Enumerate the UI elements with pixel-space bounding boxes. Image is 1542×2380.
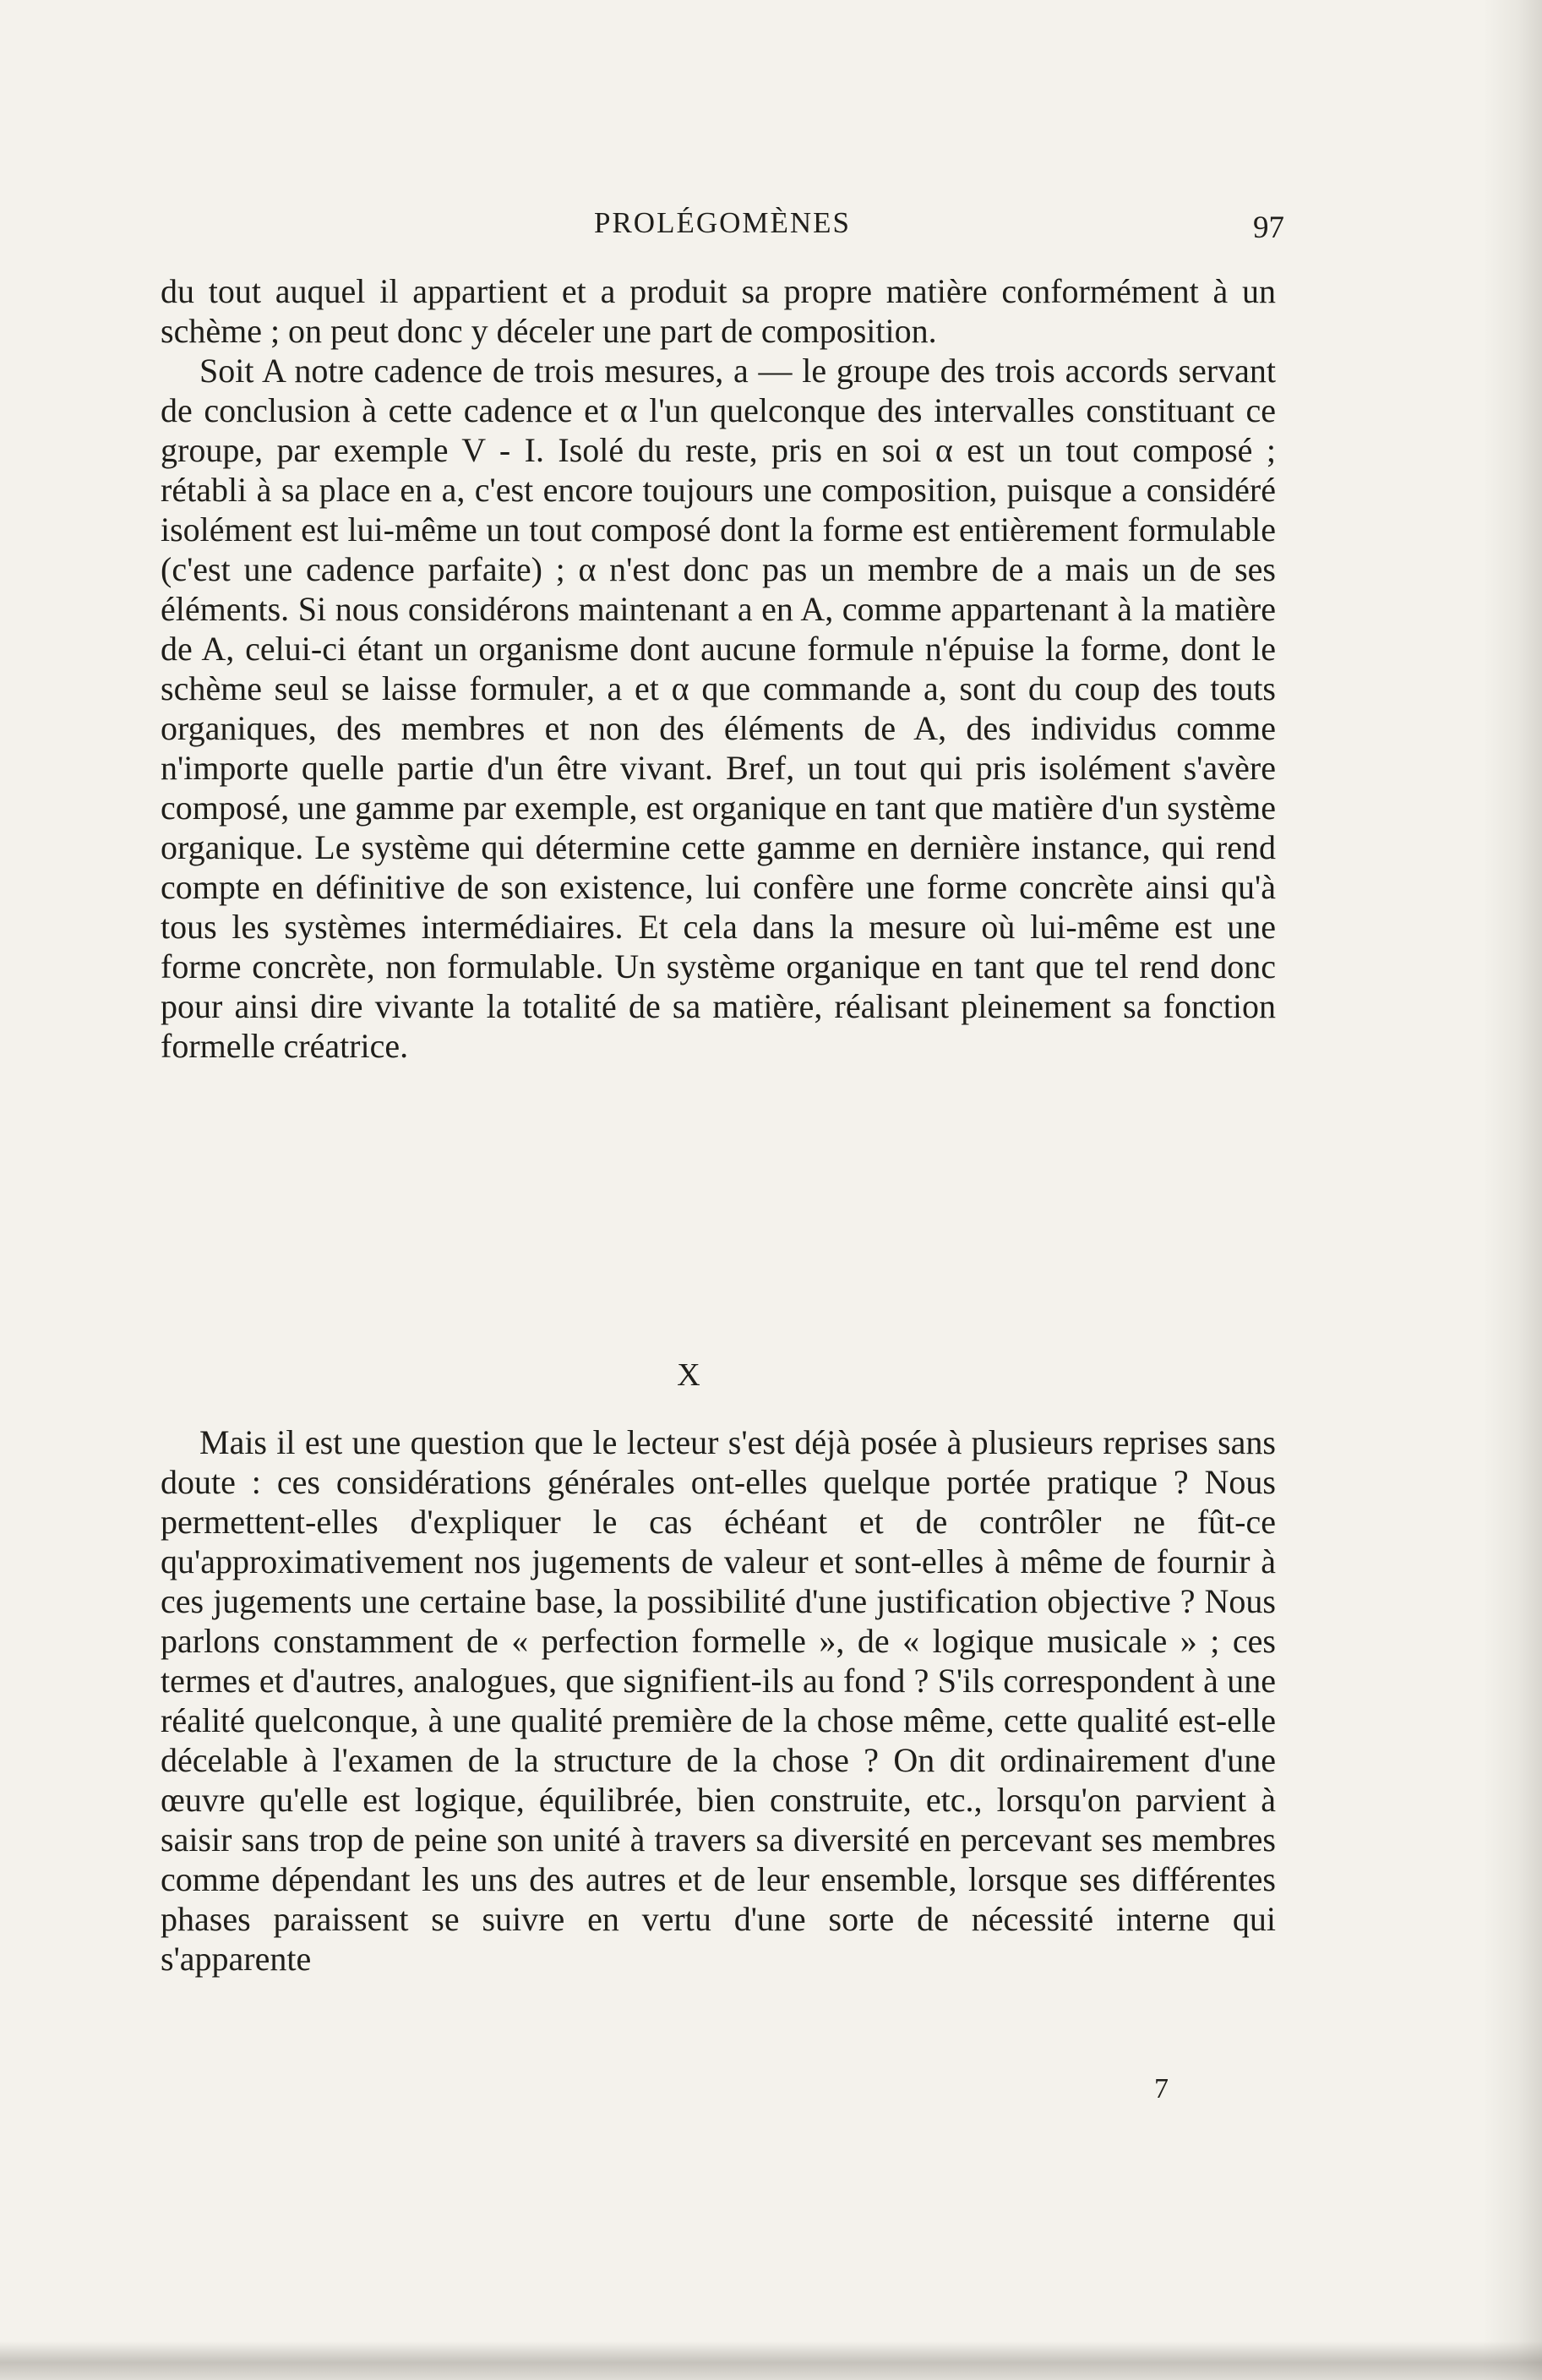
running-head: PROLÉGOMÈNES [593, 206, 852, 239]
paragraph: du tout auquel il appartient et a produit sa propre matière conformément à un schème ; on peut donc y déceler une part de composition. [161, 272, 1276, 350]
page-number: 97 [1253, 210, 1284, 245]
paragraph: Mais il est une question que le lecteur s'est déjà posée à plusieurs reprises sans doute : ces considérations générales ont-elles quelque portée pratique ? Nous permettent-elles d'expliquer le cas échéant et de contrôler ne fût-ce qu'approximativement nos jugements de valeur et sont-elles à même de fournir à ces jugements une certaine base, la possibilité d'une justification objective ? Nous parlons constamment de « perfection formelle », de « logique musicale » ; ces termes et d'autres, analogues, que signifient-ils au fond ? S'ils correspondent à une réalité quelconque, à une qualité première de la chose même, cette qualité est-elle décelable à l'examen de la structure de la chose ? On dit ordinairement d'une œuvre qu'elle est logique, équilibrée, bien construite, etc., lorsqu'on parvient à saisir sans trop de peine son unité à travers sa diversité en percevant ses membres comme dépendant les uns des autres et de leur ensemble, lorsque ses différentes phases paraissent se suivre en vertu d'une sorte de nécessité interne qui s'apparente [161, 1423, 1276, 1978]
signature-mark: 7 [1154, 2073, 1169, 2104]
page-bottom-shadow [0, 2341, 1542, 2380]
text-block-section-x [161, 1422, 1276, 1979]
page-header [161, 206, 1284, 245]
paragraph: Soit A notre cadence de trois mesures, a — le groupe des trois accords servant de conclusion à cette cadence et α l'un quelconque des intervalles constituant ce groupe, par exemple V - I. Isolé du reste, pris en soi α est un tout composé ; rétabli à sa place en a, c'est encore toujours une composition, puisque a considéré isolément est lui-même un tout composé dont la forme est entièrement formulable (c'est une cadence parfaite) ; α n'est donc pas un membre de a mais un de ses éléments. Si nous considérons maintenant a en A, comme appartenant à la matière de A, celui-ci étant un organisme dont aucune formule n'épuise la forme, dont le schème seul se laisse formuler, a et α que commande a, sont du coup des touts organiques, des membres et non des éléments de A, des individus comme n'importe quelle partie d'un être vivant. Bref, un tout qui pris isolément s'avère composé, une gamme par exemple, est organique en tant que matière d'un système organique. Le système qui détermine cette gamme en dernière instance, qui rend compte en définitive de son existence, lui confère une forme concrète ainsi qu'à tous les systèmes intermédiaires. Et cela dans la mesure où lui-même est une forme concrète, non formulable. Un système organique en tant que tel rend donc pour ainsi dire vivante la totalité de sa matière, réalisant pleinement sa fonction formelle créatrice. [161, 352, 1276, 1065]
text-block-before-section [161, 271, 1276, 1066]
section-heading: X [677, 1357, 700, 1393]
page-edge-shadow [1483, 0, 1542, 2380]
